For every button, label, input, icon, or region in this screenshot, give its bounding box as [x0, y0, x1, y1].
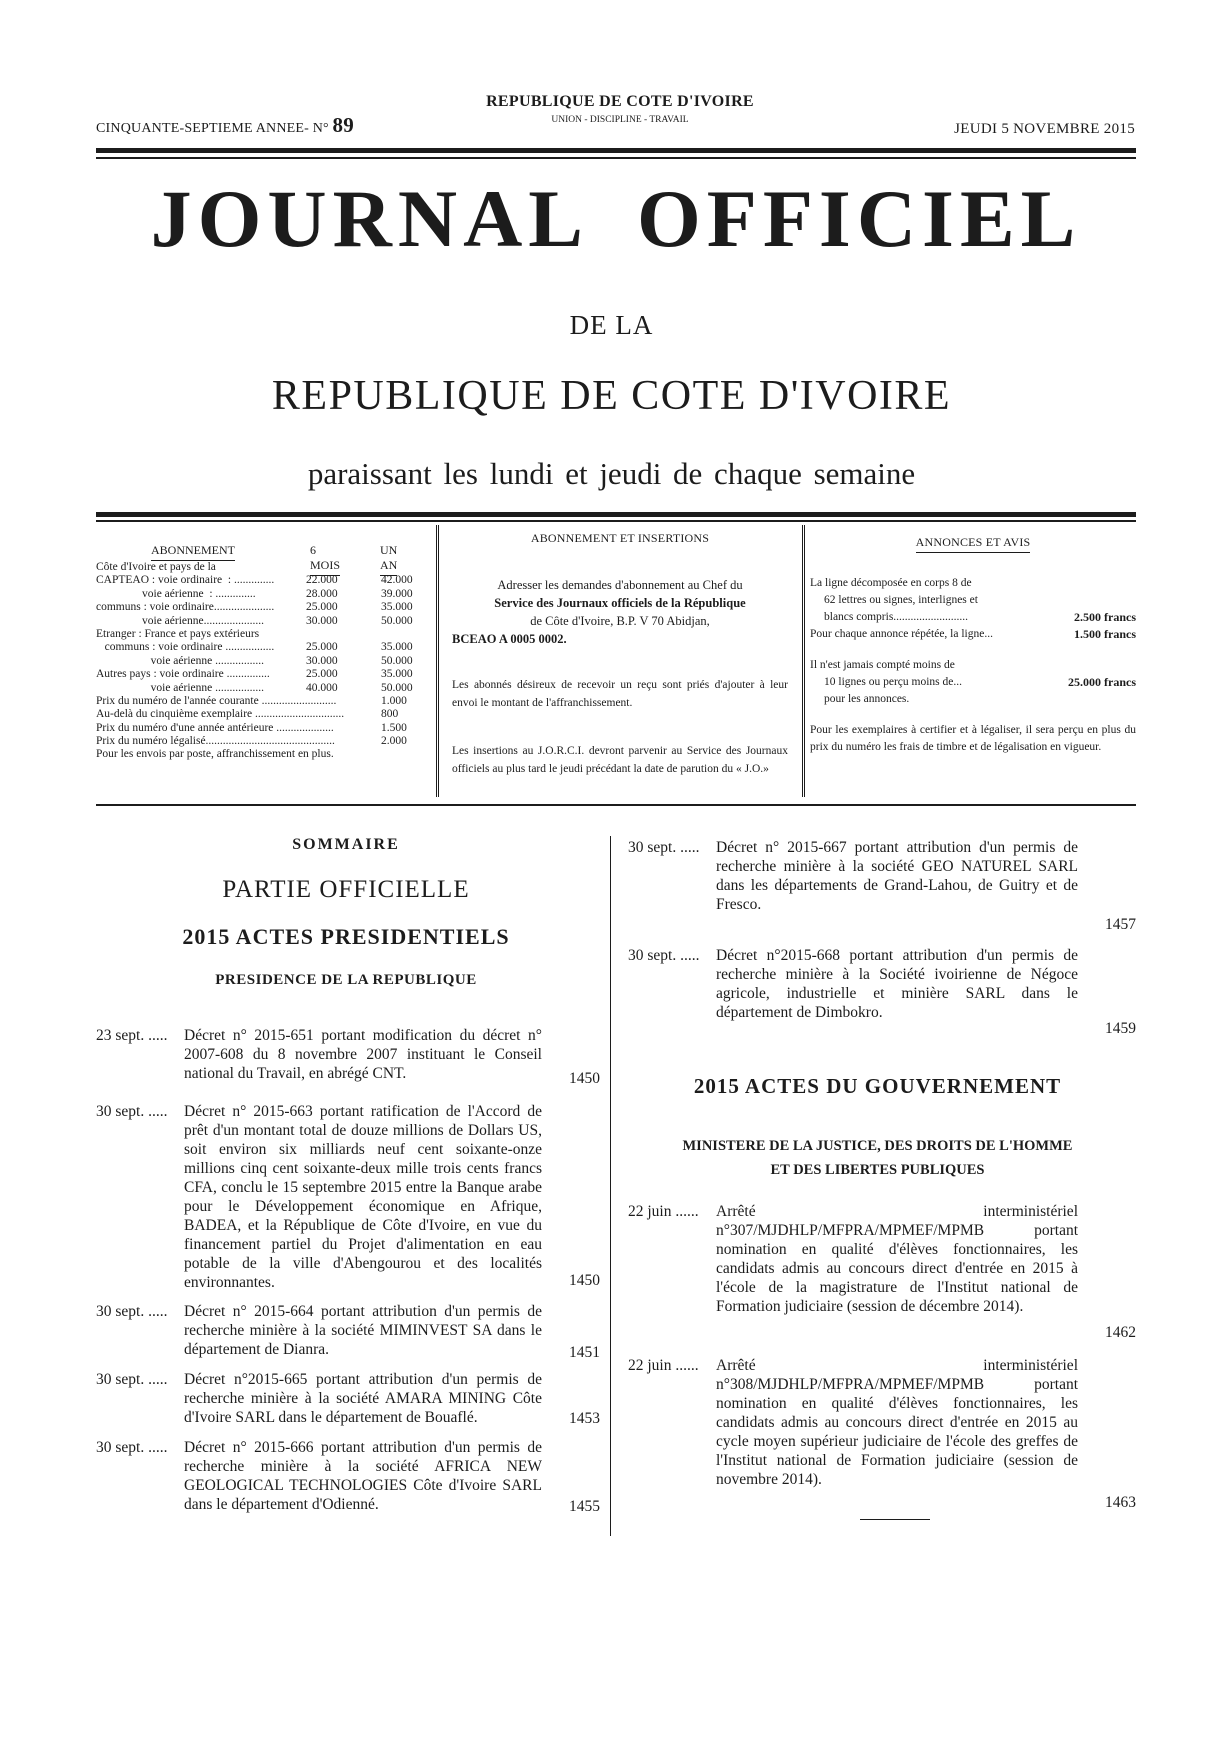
entry-page: 1457 — [1105, 916, 1136, 933]
ministere-line-2: ET DES LIBERTES PUBLIQUES — [770, 1162, 985, 1178]
subtitle-republique: REPUBLIQUE DE COTE D'IVOIRE — [271, 373, 952, 419]
entry-date: 30 sept. ..... — [96, 1103, 168, 1120]
rate-row — [96, 615, 434, 628]
price-ligne: 2.500 francs — [1074, 610, 1136, 624]
rate-6mois: 22.000 — [306, 574, 338, 587]
sommaire-entry — [96, 1370, 600, 1428]
entry-date: 30 sept. ..... — [96, 1439, 168, 1456]
sommaire-entry — [628, 946, 1136, 1038]
annonces-line-6: 10 lignes ou perçu moins de... 25.000 francs — [824, 675, 1136, 689]
rate-row — [96, 668, 434, 681]
entry-date: 30 sept. ..... — [628, 947, 700, 964]
rate-row — [96, 682, 434, 695]
rate-row — [96, 561, 434, 574]
issue-number: 89 — [332, 113, 354, 137]
rate-row — [96, 722, 434, 735]
rate-6mois: 25.000 — [306, 668, 338, 681]
rate-an: 35.000 — [381, 668, 413, 681]
entry-text: Arrêté interministériel n°307/MJDHLP/MFPRA/MPMEF/MPMB portant nomination en qualité d'élèves fonctionnaires, les candidats admis au concours direct d'entrée en 2015 à l'école de la magistrature de l'Institut national de Formation judiciaire (session de décembre 2014). — [716, 1203, 1078, 1315]
insertions-p1d: BCEAO A 0005 0002. — [452, 632, 567, 646]
rate-label: CAPTEAO : voie ordinaire : .............. — [96, 574, 275, 587]
rate-row — [96, 601, 434, 614]
rate-row — [96, 695, 434, 708]
rate-an: 800 — [381, 708, 399, 721]
rate-6mois: 30.000 — [306, 654, 338, 667]
masthead-rule-thin — [96, 157, 1136, 159]
end-rule — [860, 1519, 930, 1520]
info-bottom-rule — [96, 804, 1136, 806]
annonces-line-1: La ligne décomposée en corps 8 de — [810, 577, 972, 589]
rate-label: communs : voie ordinaire ................. — [96, 641, 275, 654]
issue-date: JEUDI 5 NOVEMBRE 2015 — [954, 121, 1135, 137]
rate-an: 35.000 — [381, 601, 413, 614]
price-minimum: 25.000 francs — [1068, 675, 1136, 689]
entry-text: Décret n°2015-665 portant attribution d'un permis de recherche minière à la société AMARA MINING Côte d'Ivoire SARL dans le département de Bouaflé. — [184, 1371, 542, 1426]
insertions-p1c: de Côte d'Ivoire, B.P. V 70 Abidjan, — [530, 614, 710, 628]
republic-header — [430, 93, 810, 125]
entry-date: 30 sept. ..... — [96, 1303, 168, 1320]
annonces-line-2: 62 lettres ou signes, interlignes et — [824, 594, 978, 606]
sommaire-entry — [628, 1356, 1136, 1512]
entry-text: Décret n° 2015-664 portant attribution d'un permis de recherche minière à la société MIMINVEST SA dans le département de Dianra. — [184, 1303, 542, 1358]
sommaire-entry — [96, 1438, 600, 1516]
annonces-line-8: Pour les exemplaires à certifier et à légaliser, il sera perçu en plus du prix du numéro les frais de timbre et de légalisation en vigueur. — [810, 724, 1136, 753]
actes-presidentiels: 2015 ACTES PRESIDENTIELS — [182, 924, 510, 949]
annonces-avis — [810, 519, 1136, 802]
annonces-line-7: pour les annonces. — [824, 693, 910, 705]
rate-label: voie aérienne ................. — [96, 654, 264, 667]
rate-6mois: 28.000 — [306, 587, 338, 600]
rate-label: Au-delà du cinquième exemplaire ............................... — [96, 708, 345, 721]
rate-row — [96, 708, 434, 721]
journal-title: JOURNAL OFFICIEL — [150, 173, 1082, 264]
column-divider — [436, 525, 439, 797]
abonnement-rates — [96, 519, 434, 802]
annonces-header: ANNONCES ET AVIS — [916, 535, 1031, 553]
rate-6mois: 25.000 — [306, 601, 338, 614]
column-divider — [802, 525, 805, 797]
rate-an: 1.500 — [381, 721, 407, 734]
rate-row — [96, 588, 434, 601]
rate-table — [96, 561, 434, 762]
entry-text: Décret n° 2015-651 portant modification du décret n° 2007-608 du 8 novembre 2007 instituant le Conseil national du Travail, en abrégé CNT. — [184, 1027, 542, 1082]
annonces-line-3: blancs compris.......................... 2.500 francs — [824, 610, 1136, 624]
annonces-line-5: Il n'est jamais compté moins de — [810, 659, 955, 671]
rate-label: Autres pays : voie ordinaire ............... — [96, 668, 270, 681]
entry-page: 1463 — [1105, 1494, 1136, 1511]
ministere-heading — [620, 1134, 1135, 1182]
abonnement-insertions — [444, 519, 796, 802]
rate-label: voie aérienne : .............. — [96, 587, 256, 600]
insertions-para-1 — [452, 576, 788, 648]
insertions-para-3: Les insertions au J.O.R.C.I. devront parvenir au Service des Journaux officiels au plus tard le jeudi précédant la date de parution du « J.O.» — [452, 745, 788, 775]
rate-row — [96, 628, 434, 641]
sommaire-entry — [628, 838, 1136, 934]
rate-an: 2.000 — [381, 735, 407, 748]
annonces-line-4: Pour chaque annonce répétée, la ligne... 1.500 francs — [810, 627, 1136, 641]
rate-6mois: 40.000 — [306, 681, 338, 694]
rate-6mois: 30.000 — [306, 614, 338, 627]
entry-date: 22 juin ...... — [628, 1357, 699, 1374]
entry-date: 30 sept. ..... — [96, 1371, 168, 1388]
rate-row — [96, 641, 434, 654]
insertions-p1a: Adresser les demandes d'abonnement au Chef du — [497, 578, 743, 592]
issue-line — [96, 113, 354, 138]
rate-an: 39.000 — [381, 587, 413, 600]
year-label: CINQUANTE-SEPTIEME ANNEE- N° — [96, 121, 329, 136]
rate-label: voie aérienne ................. — [96, 681, 264, 694]
presidence-heading: PRESIDENCE DE LA REPUBLIQUE — [215, 972, 477, 988]
sommaire-entry — [96, 1102, 600, 1290]
entry-page: 1455 — [569, 1498, 600, 1515]
entry-text: Arrêté interministériel n°308/MJDHLP/MFPRA/MPMEF/MPMB portant nomination en qualité d'élèves fonctionnaires, les candidats admis au concours direct d'entrée en 2015 au cycle moyen supérieur judiciaire de l'école des greffes de l'Institut national de Formation judiciaire (session de novembre 2014). — [716, 1357, 1078, 1488]
republic-motto: UNION - DISCIPLINE - TRAVAIL — [551, 115, 689, 125]
entry-page: 1462 — [1105, 1324, 1136, 1341]
rate-row — [96, 574, 434, 587]
rate-label: Pour les envois par poste, affranchissement en plus. — [96, 748, 334, 761]
rate-an: 42.000 — [381, 574, 413, 587]
actes-gouvernement: 2015 ACTES DU GOUVERNEMENT — [693, 1074, 1062, 1098]
col-an-header: UN AN — [380, 543, 397, 576]
rate-label: voie aérienne..................... — [96, 614, 264, 627]
entry-text: Décret n° 2015-667 portant attribution d'un permis de recherche minière à la société GEO NATUREL SARL dans les départements de Grand-Lahou, de Guitry et de Fresco. — [716, 839, 1078, 913]
entry-page: 1450 — [569, 1272, 600, 1289]
rate-an: 50.000 — [381, 654, 413, 667]
entry-date: 22 juin ...... — [628, 1203, 699, 1220]
rate-an: 50.000 — [381, 614, 413, 627]
entry-page: 1459 — [1105, 1020, 1136, 1037]
rate-row — [96, 748, 434, 761]
entry-text: Décret n° 2015-666 portant attribution d'un permis de recherche minière à la société AFRICA NEW GEOLOGICAL TECHNOLOGIES Côte d'Ivoire SARL dans le département d'Odienné. — [184, 1439, 542, 1513]
rate-an: 35.000 — [381, 641, 413, 654]
masthead-rule-thick — [96, 148, 1136, 153]
partie-officielle: PARTIE OFFICIELLE — [222, 876, 470, 903]
entry-text: Décret n° 2015-663 portant ratification de l'Accord de prêt d'un montant total de douze millions de Dollars US, soit environ six milliards neuf cent soixante-onze millions cinq cent soixante-deux mille trois cents francs CFA, conclu le 15 septembre 2015 entre la Banque arabe pour le Développement économique en Afrique, BADEA, et la République de Côte d'Ivoire, en vue du financement partiel du Projet d'alimentation en eau potable de la ville d'Abengourou et des localités environnantes. — [184, 1103, 542, 1291]
subscription-info — [96, 519, 1136, 802]
rate-row — [96, 735, 434, 748]
insertions-header: ABONNEMENT ET INSERTIONS — [530, 531, 710, 545]
entry-date: 23 sept. ..... — [96, 1027, 168, 1044]
rate-row — [96, 655, 434, 668]
price-repetee: 1.500 francs — [1074, 627, 1136, 641]
entry-date: 30 sept. ..... — [628, 839, 700, 856]
publication-frequency: paraissant les lundi et jeudi de chaque semaine — [307, 456, 916, 491]
col-6mois-header: 6 MOIS — [310, 543, 340, 576]
entry-page: 1453 — [569, 1410, 600, 1427]
rate-label: Prix du numéro légalisé............................................. — [96, 735, 335, 748]
sommaire-title: SOMMAIRE — [292, 836, 400, 853]
insertions-para-2: Les abonnés désireux de recevoir un reçu sont priés d'ajouter à leur envoi le montant de l'affranchissement. — [452, 679, 788, 709]
ministere-line-1: MINISTERE DE LA JUSTICE, DES DROITS DE L'HOMME — [682, 1138, 1073, 1154]
sommaire-entry — [96, 1302, 600, 1362]
info-rule-thick — [96, 512, 1136, 517]
rate-label: communs : voie ordinaire..................... — [96, 601, 275, 614]
rate-label: Prix du numéro de l'année courante .......................... — [96, 694, 337, 707]
rate-6mois: 25.000 — [306, 641, 338, 654]
rate-label: Côte d'Ivoire et pays de la — [96, 561, 216, 573]
abonnement-header: ABONNEMENT — [151, 543, 235, 561]
subtitle-de-la: DE LA — [569, 310, 654, 340]
sommaire-entry — [628, 1202, 1136, 1342]
entry-page: 1451 — [569, 1344, 600, 1361]
republic-name: REPUBLIQUE DE COTE D'IVOIRE — [486, 93, 754, 110]
entry-text: Décret n°2015-668 portant attribution d'un permis de recherche minière à la Société ivoirienne de Négoce agricole, industrielle et minière SARL dans le département de Dimbokro. — [716, 947, 1078, 1021]
rate-label: Prix du numéro d'une année antérieure .................... — [96, 721, 334, 734]
rate-label: Etranger : France et pays extérieurs — [96, 627, 260, 640]
sommaire-column-divider — [610, 836, 611, 1536]
sommaire-entry — [96, 1026, 600, 1088]
rate-an: 50.000 — [381, 681, 413, 694]
entry-page: 1450 — [569, 1070, 600, 1087]
rate-an: 1.000 — [381, 694, 407, 707]
insertions-p1b: Service des Journaux officiels de la République — [494, 596, 746, 610]
